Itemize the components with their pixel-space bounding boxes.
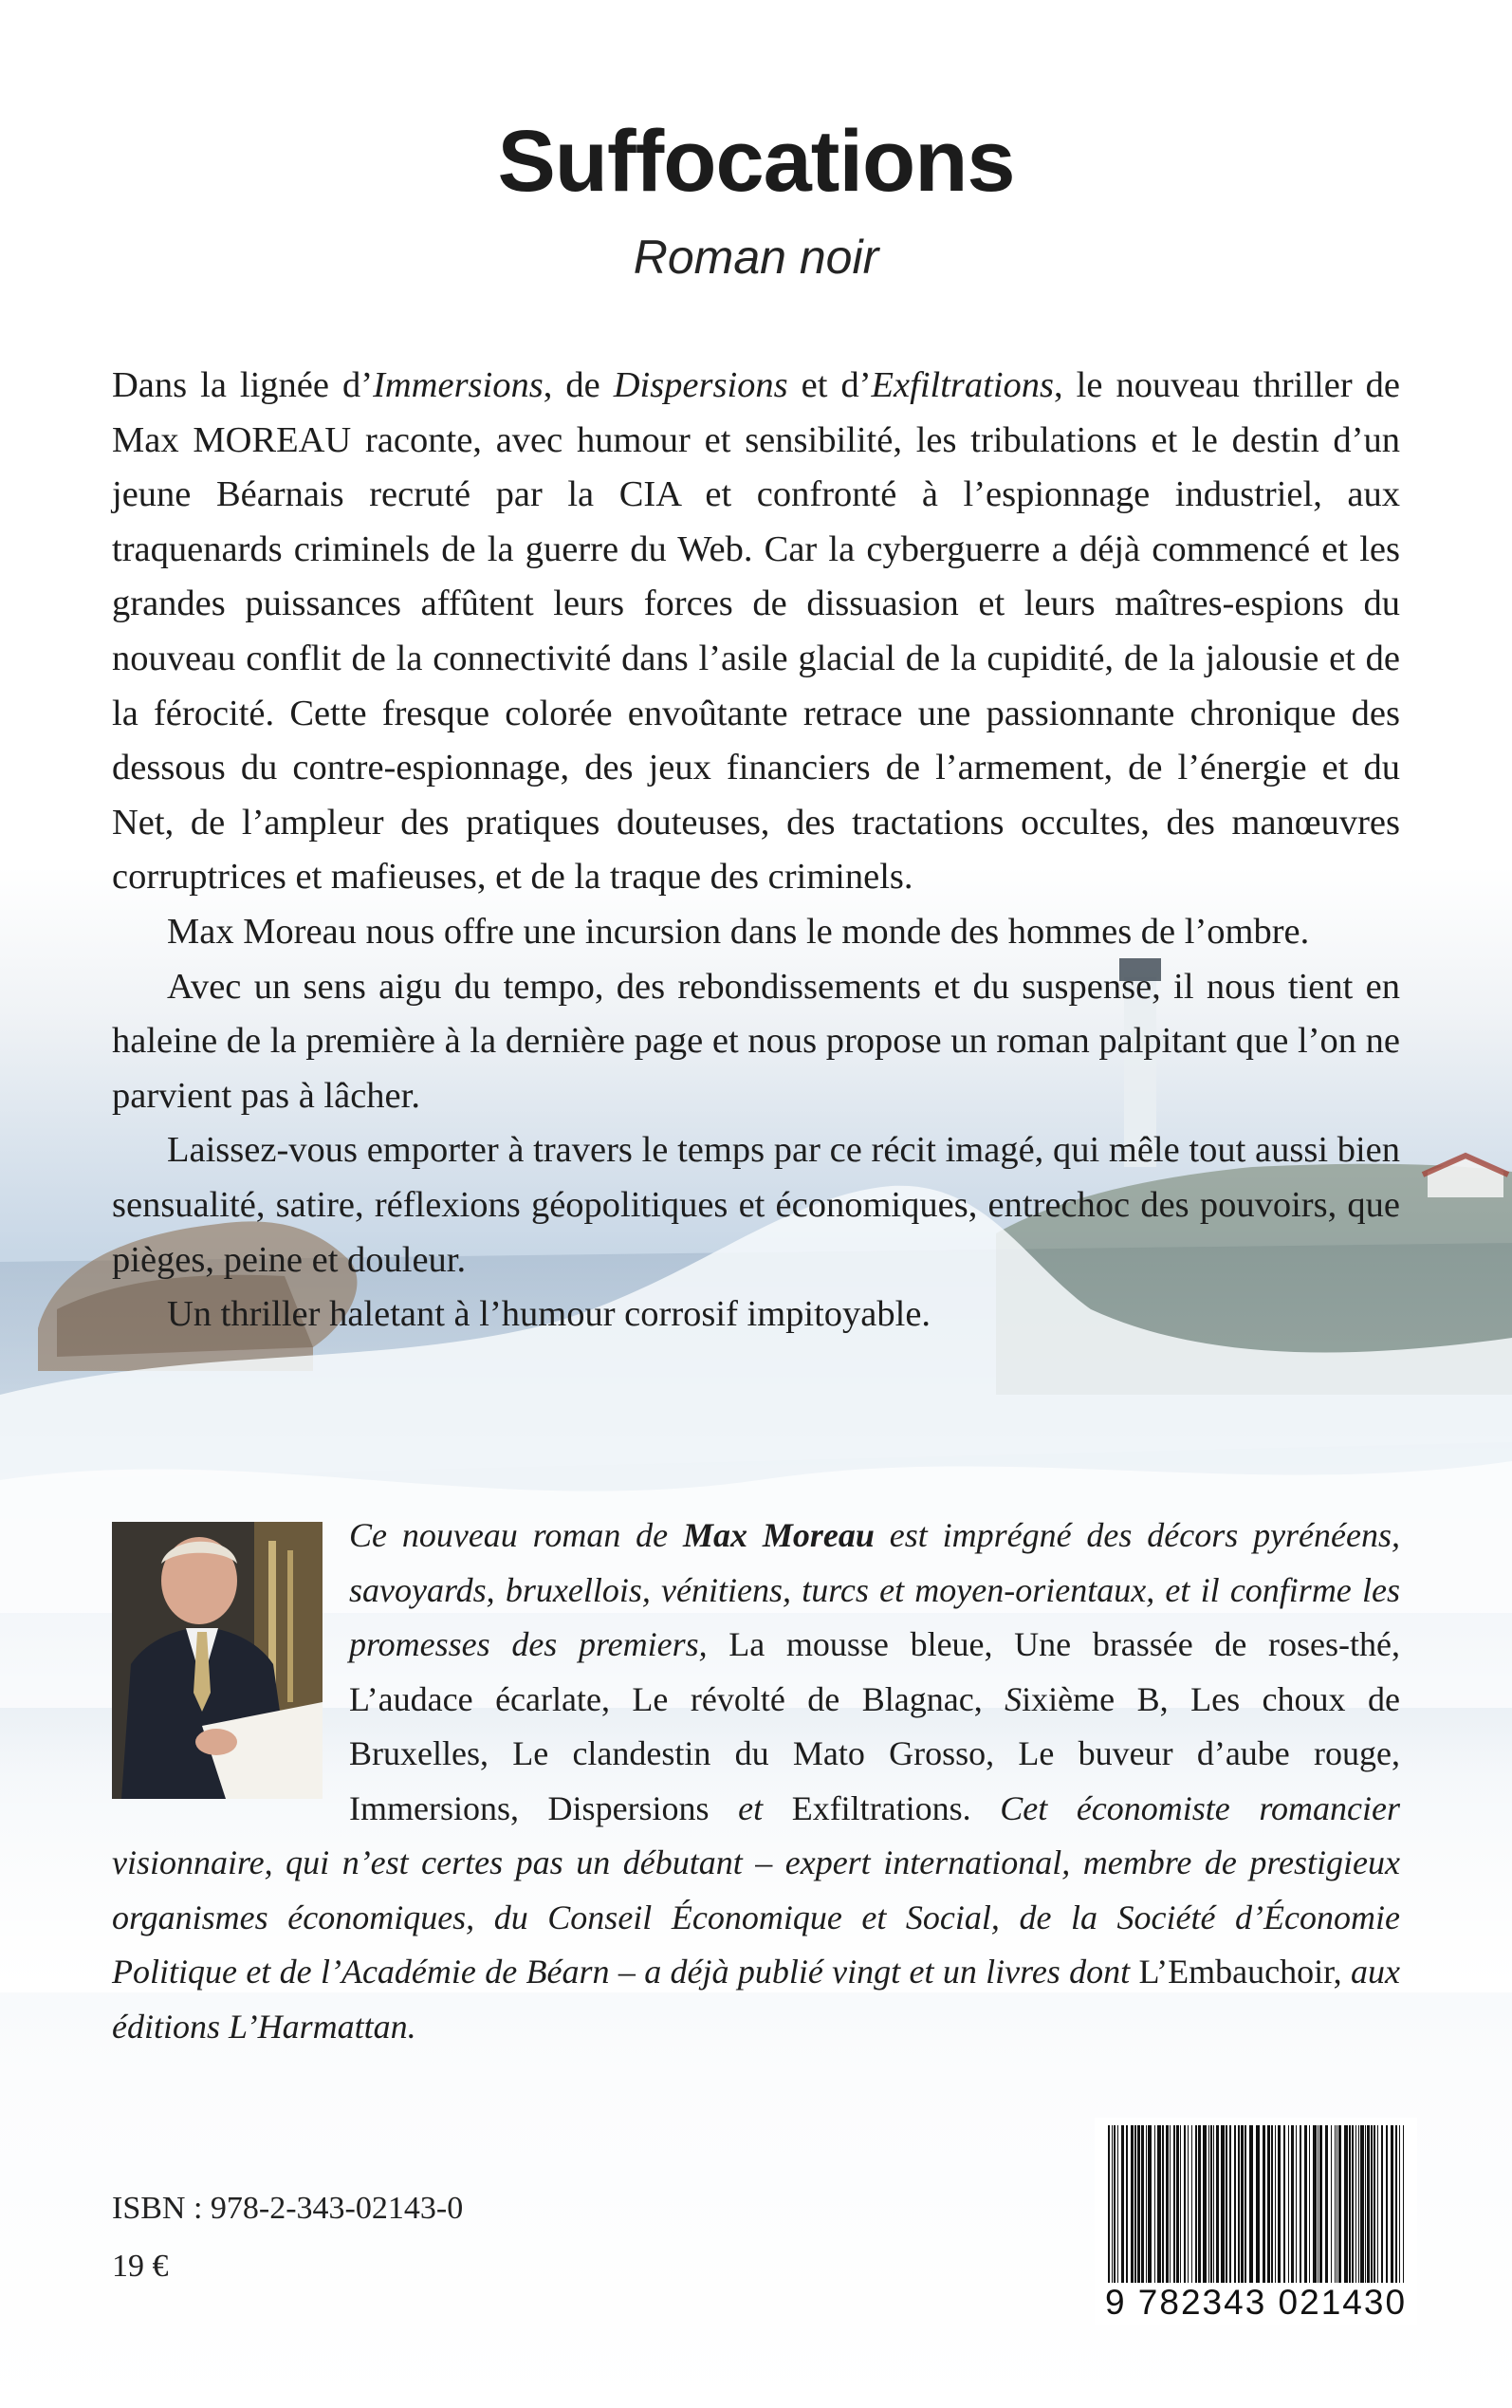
house-right xyxy=(1428,1158,1503,1197)
barcode-bar xyxy=(1374,2125,1375,2283)
barcode-bar xyxy=(1325,2125,1328,2283)
summary-paragraph-1 xyxy=(112,359,1400,905)
barcode-bar xyxy=(1117,2125,1118,2283)
summary-paragraph-4: Laissez-vous emporter à travers le temps par ce récit imagé, qui mêle tout aussi bien sensualité, satire, réflexions géopolitiques et économiques, entrechoc des pouvoirs, que pièges, peine et douleur. xyxy=(112,1130,1400,1280)
barcode-bar xyxy=(1137,2125,1140,2283)
barcode-bar xyxy=(1275,2125,1276,2283)
barcode-bar xyxy=(1296,2125,1297,2283)
barcode-bar xyxy=(1166,2125,1169,2283)
barcode-bar xyxy=(1114,2125,1116,2283)
barcode-bar xyxy=(1355,2125,1356,2283)
barcode-bar xyxy=(1256,2125,1260,2283)
barcode-bar xyxy=(1229,2125,1231,2283)
barcode-bar xyxy=(1208,2125,1209,2283)
book-ref-dispersions: Dispersions xyxy=(613,365,788,405)
barcode-bar xyxy=(1180,2125,1181,2283)
barcode-bar xyxy=(1141,2125,1144,2283)
barcode-bar xyxy=(1131,2125,1134,2283)
barcode-bar xyxy=(1234,2125,1236,2283)
barcode-bar xyxy=(1263,2125,1265,2283)
text-span: Dans la lignée d’ xyxy=(112,365,374,405)
barcode-bar xyxy=(1203,2125,1207,2283)
barcode-bar xyxy=(1112,2125,1113,2283)
bio-book-list: Exfiltrations. xyxy=(763,1788,1001,1827)
author-portrait-image xyxy=(112,1522,323,1799)
summary-paragraph-2: Max Moreau nous offre une incursion dans le monde des hommes de l’ombre. xyxy=(167,911,1310,952)
barcode-bar xyxy=(1195,2125,1197,2283)
barcode-bar xyxy=(1278,2125,1281,2283)
barcode-bar xyxy=(1176,2125,1179,2283)
barcode-bar xyxy=(1154,2125,1155,2283)
barcode-bar xyxy=(1381,2125,1383,2283)
text-span: , de xyxy=(543,365,614,405)
book-ref-exfiltrations: Exfiltrations xyxy=(871,365,1055,405)
price: 19 € xyxy=(112,2249,169,2284)
barcode-bar xyxy=(1360,2125,1364,2283)
author-photo xyxy=(112,1522,323,1799)
barcode-bar xyxy=(1210,2125,1212,2283)
barcode-bar xyxy=(1331,2125,1332,2283)
barcode-bar xyxy=(1300,2125,1301,2283)
barcode-bar xyxy=(1121,2125,1124,2283)
author-bio xyxy=(112,1509,1400,2054)
barcode-bar xyxy=(1249,2125,1253,2283)
book-title: Suffocations xyxy=(497,113,1015,210)
barcode-bar xyxy=(1221,2125,1225,2283)
barcode-bar xyxy=(1288,2125,1289,2283)
bio-text: est imprégné des décors pyrénéens, savoyards, bruxellois, vénitiens, turcs et moyen-orientaux, et il confirme les promesses des premiers, xyxy=(349,1516,1400,1663)
barcode-bar xyxy=(1198,2125,1201,2283)
book-ref-immersions: Immersions xyxy=(373,365,544,405)
barcode-digits: 9 782343 021430 xyxy=(1104,2283,1408,2322)
barcode-bar xyxy=(1335,2125,1336,2283)
barcode-bar xyxy=(1162,2125,1164,2283)
text-span: et d’ xyxy=(787,365,872,405)
barcode-bar xyxy=(1173,2125,1175,2283)
barcode-bar xyxy=(1365,2125,1366,2283)
barcode-bar xyxy=(1371,2125,1373,2283)
barcode-bar xyxy=(1283,2125,1285,2283)
barcode-bar xyxy=(1349,2125,1351,2283)
barcode-bar xyxy=(1395,2125,1397,2283)
barcode-bar xyxy=(1386,2125,1388,2283)
barcode-bar xyxy=(1313,2125,1317,2283)
barcode-bar xyxy=(1304,2125,1307,2283)
barcode-bar xyxy=(1319,2125,1322,2283)
summary-paragraph-3: Avec un sens aigu du tempo, des rebondissements et du suspense, il nous tient en haleine de la première à la dernière page et nous propose un roman palpitant que l’on ne parvient pas à lâcher. xyxy=(112,966,1400,1116)
barcode xyxy=(1095,2118,1417,2325)
barcode-bar xyxy=(1188,2125,1189,2283)
barcode-bar xyxy=(1191,2125,1192,2283)
barcode-bar xyxy=(1170,2125,1171,2283)
bio-text: et xyxy=(738,1788,764,1827)
summary-text xyxy=(112,359,1400,1343)
barcode-bar xyxy=(1377,2125,1378,2283)
author-name: Max Moreau xyxy=(683,1516,875,1554)
bio-text: Cet économiste romancier visionnaire, qui n’est certes pas un débutant – expert international, membre de prestigieux organismes économiques, du Conseil Économique et Social, de la Société d’Économie Politique et de l’Académie de Béarn – a déjà publié vingt et un livres dont xyxy=(112,1788,1400,1991)
barcode-bar xyxy=(1148,2125,1152,2283)
barcode-bar xyxy=(1391,2125,1393,2283)
bio-text: aux éditions L’Harmattan. xyxy=(112,1953,1400,2046)
barcode-bar xyxy=(1126,2125,1128,2283)
book-subtitle: Roman noir xyxy=(633,231,879,284)
barcode-bar xyxy=(1245,2125,1246,2283)
barcode-bar xyxy=(1134,2125,1136,2283)
barcode-bar xyxy=(1213,2125,1214,2283)
text-span: , le nouveau thriller de Max MOREAU raconte, avec humour et sensibilité, les tribulations et le destin d’un jeune Béarnais recruté par la CIA et confronté à l’espionnage industriel, aux traquenards criminels de la guerre du Web. Car la cyberguerre a déjà commencé et les grandes puissances affûtent leurs forces de dissuasion et leurs maîtres-espions du nouveau conflit de la connectivité dans l’asile glacial de la cupidité, de la jalousie et de la férocité. Cette fresque colorée envoûtante retrace une passionnante chronique des dessous du contre-espionnage, des jeux financiers de l’armement, de l’énergie et du Net, de l’ampleur des pratiques douteuses, des tractations occultes, des manœuvres corruptrices et mafieuses, et de la traque des criminels. xyxy=(112,365,1400,898)
bio-book-list: ixième B, Les choux de Bruxelles, Le clandestin du Mato Grosso, Le buveur d’aube rouge, Immersions, Dispersions xyxy=(349,1679,1400,1827)
barcode-bar xyxy=(1108,2125,1110,2283)
barcode-bar xyxy=(1267,2125,1270,2283)
barcode-bar xyxy=(1399,2125,1400,2283)
barcode-bar xyxy=(1184,2125,1186,2283)
barcode-bar xyxy=(1352,2125,1354,2283)
barcode-bar xyxy=(1367,2125,1370,2283)
barcode-bar xyxy=(1241,2125,1244,2283)
summary-paragraph-5: Un thriller haletant à l’humour corrosif impitoyable. xyxy=(167,1294,931,1335)
barcode-bar xyxy=(1157,2125,1161,2283)
barcode-bar xyxy=(1291,2125,1294,2283)
barcode-bar xyxy=(1216,2125,1219,2283)
barcode-bar xyxy=(1226,2125,1227,2283)
barcode-bar xyxy=(1146,2125,1147,2283)
bio-text: S xyxy=(1005,1679,1023,1718)
barcode-bars xyxy=(1095,2118,1417,2285)
barcode-bar xyxy=(1403,2125,1404,2283)
barcode-bar xyxy=(1344,2125,1348,2283)
barcode-bar xyxy=(1358,2125,1359,2283)
bio-book-embauchoir: L’Embauchoir, xyxy=(1130,1953,1342,1991)
barcode-bar xyxy=(1309,2125,1310,2283)
barcode-bar xyxy=(1271,2125,1273,2283)
barcode-bar xyxy=(1238,2125,1240,2283)
barcode-bar xyxy=(1338,2125,1341,2283)
bio-text: Ce nouveau roman de xyxy=(349,1516,683,1554)
isbn-number: ISBN : 978-2-343-02143-0 xyxy=(112,2191,464,2226)
bio-book-list: La mousse bleue, Une brassée de roses-thé, L’audace écarlate, Le révolté de Blagnac, xyxy=(349,1625,1401,1718)
